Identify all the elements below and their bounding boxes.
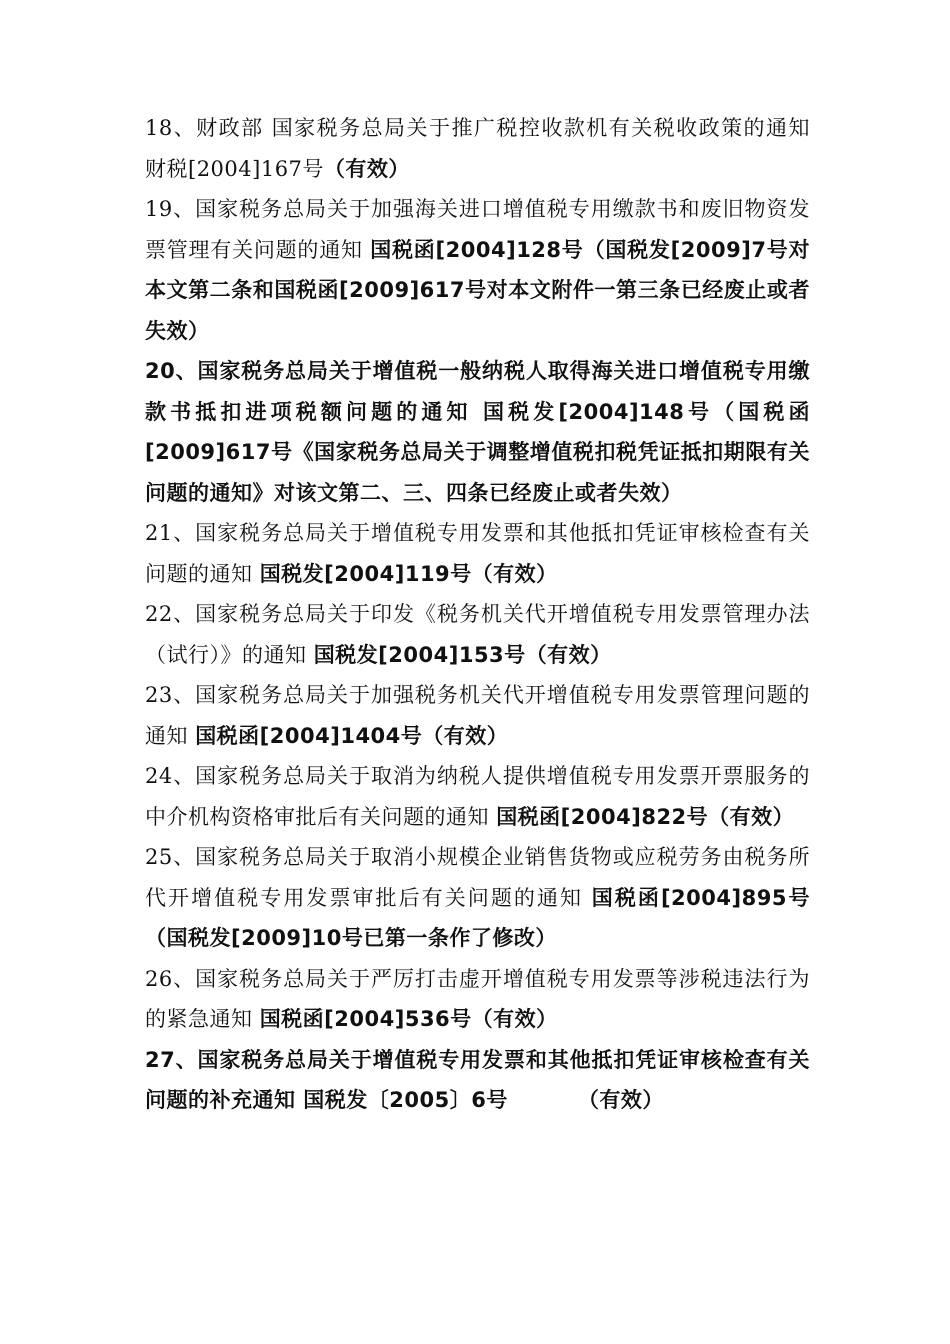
entry-23-text: 23、国家税务总局关于加强税务机关代开增值税专用发票管理问题的通知 (145, 683, 810, 748)
list-item-19 (145, 189, 810, 351)
entry-24-text: 24、国家税务总局关于取消为纳税人提供增值税专用发票开票服务的中介机构资格审批后有关问题的通知 (145, 764, 810, 829)
entry-25-text: 25、国家税务总局关于取消小规模企业销售货物或应税劳务由税务所代开增值税专用发票审批后有关问题的通知 (145, 845, 810, 910)
list-item-26 (145, 959, 810, 1040)
list-item-21 (145, 513, 810, 594)
entry-19-text: 19、国家税务总局关于加强海关进口增值税专用缴款书和废旧物资发票管理有关问题的通知 (145, 197, 810, 262)
entry-22-doc: 国税发[2004]153号（有效） (313, 642, 612, 667)
list-item-24 (145, 756, 810, 837)
list-item-20 (145, 351, 810, 513)
list-item-22 (145, 594, 810, 675)
entry-18-status: （有效） (323, 156, 410, 181)
entry-21-doc: 国税发[2004]119号（有效） (259, 561, 558, 586)
entry-18-text: 18、财政部 国家税务总局关于推广税控收款机有关税收政策的通知 财税[2004]167号 (145, 116, 810, 181)
entry-26-text: 26、国家税务总局关于严厉打击虚开增值税专用发票等涉税违法行为的紧急通知 (145, 966, 810, 1031)
entry-21-text: 21、国家税务总局关于增值税专用发票和其他抵扣凭证审核检查有关问题的通知 (145, 521, 810, 586)
entry-20-text: 20、国家税务总局关于增值税一般纳税人取得海关进口增值税专用缴款书抵扣进项税额问题的通知 国税发[2004]148号（国税函[2009]617号《国家税务总局关于调整增值税扣税凭证抵扣期限有关问题的通知》对该文第二、三、四条已经废止或者失效） (145, 359, 810, 505)
list-item-23 (145, 675, 810, 756)
entry-26-doc: 国税函[2004]536号（有效） (259, 1007, 558, 1031)
entry-19-doc: 国税函[2004]128号（国税发[2009]7号对本文第二条和国税函[2009]617号对本文附件一第三条已经废止或者失效） (145, 237, 810, 343)
entry-22-text: 22、国家税务总局关于印发《税务机关代开增值税专用发票管理办法（试行）》的通知 (145, 602, 810, 667)
entry-25-doc: 国税函[2004]895号（国税发[2009]10号已第一条作了修改） (145, 885, 810, 950)
entry-24-doc: 国税函[2004]822号（有效） (496, 804, 795, 829)
list-item-25 (145, 837, 810, 959)
document-page (145, 108, 810, 1121)
entry-27-text: 27、国家税务总局关于增值税专用发票和其他抵扣凭证审核检查有关问题的补充通知 国税发〔2005〕6号 (145, 1047, 810, 1112)
list-item-27 (145, 1040, 810, 1121)
entry-23-doc: 国税函[2004]1404号（有效） (195, 723, 509, 748)
list-item-18 (145, 108, 810, 189)
entry-27-status: （有效） (577, 1088, 664, 1112)
